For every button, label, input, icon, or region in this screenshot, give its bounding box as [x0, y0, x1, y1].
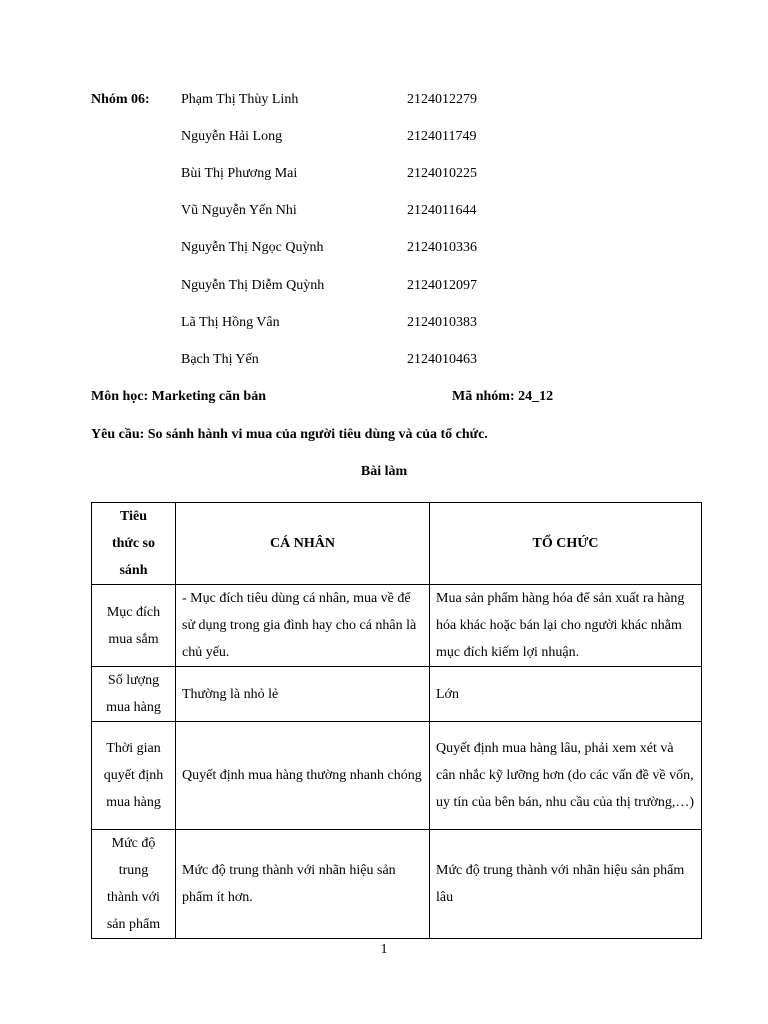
member-name: Bạch Thị Yến: [181, 352, 259, 367]
member-name: Phạm Thị Thùy Linh: [181, 92, 299, 107]
comparison-table: [91, 502, 702, 939]
member-name: Nguyễn Thị Ngọc Quỳnh: [181, 240, 324, 255]
member-id: 2124011749: [407, 129, 477, 144]
individual-cell: - Mục đích tiêu dùng cá nhân, mua về để sử dụng trong gia đình hay cho cá nhân là chủ yếu.: [176, 585, 430, 667]
header-organization: TỔ CHỨC: [430, 503, 702, 585]
individual-cell: Thường là nhỏ lẻ: [176, 667, 430, 722]
header-individual: CÁ NHÂN: [176, 503, 430, 585]
table-row: [92, 585, 702, 667]
criterion-cell: Mức độ trung thành với sản phẩm: [92, 830, 176, 939]
organization-cell: Mức độ trung thành với nhãn hiệu sản phẩm lâu: [430, 830, 702, 939]
member-name: Vũ Nguyễn Yến Nhi: [181, 203, 297, 218]
member-name: Bùi Thị Phương Mai: [181, 166, 298, 181]
table-header-row: [92, 503, 702, 585]
header-criterion: Tiêu thức so sánh: [92, 503, 176, 585]
course-title: Môn học: Marketing căn bản: [91, 389, 266, 404]
member-id: 2124010225: [407, 166, 477, 181]
section-heading: Bài làm: [360, 464, 408, 479]
table-row: [92, 722, 702, 830]
individual-cell: Mức độ trung thành với nhãn hiệu sản phẩm ít hơn.: [176, 830, 430, 939]
member-id: 2124011644: [407, 203, 477, 218]
member-name: Nguyễn Thị Diễm Quỳnh: [181, 278, 325, 293]
member-id: 2124012097: [407, 278, 477, 293]
organization-cell: Quyết định mua hàng lâu, phải xem xét và cân nhắc kỹ lưỡng hơn (do các vấn đề về vốn, uy tín của bên bán, nhu cầu của thị trường,…): [430, 722, 702, 830]
organization-cell: Lớn: [430, 667, 702, 722]
member-name: Lã Thị Hồng Vân: [181, 315, 280, 330]
organization-cell: Mua sản phẩm hàng hóa để sản xuất ra hàng hóa khác hoặc bán lại cho người khác nhằm mục đích kiếm lợi nhuận.: [430, 585, 702, 667]
member-id: 2124010336: [407, 240, 477, 255]
member-id: 2124010383: [407, 315, 477, 330]
requirement: Yêu cầu: So sánh hành vi mua của người tiêu dùng và của tổ chức.: [91, 427, 488, 442]
member-id: 2124012279: [407, 92, 477, 107]
criterion-cell: Thời gian quyết định mua hàng: [92, 722, 176, 830]
member-name: Nguyễn Hải Long: [181, 129, 283, 144]
individual-cell: Quyết định mua hàng thường nhanh chóng: [176, 722, 430, 830]
member-id: 2124010463: [407, 352, 477, 367]
table-row: [92, 830, 702, 939]
criterion-cell: Mục đích mua sắm: [92, 585, 176, 667]
criterion-cell: Số lượng mua hàng: [92, 667, 176, 722]
group-label: Nhóm 06:: [91, 92, 150, 107]
page-number: 1: [380, 942, 388, 957]
table-row: [92, 667, 702, 722]
group-code: Mã nhóm: 24_12: [452, 389, 554, 404]
